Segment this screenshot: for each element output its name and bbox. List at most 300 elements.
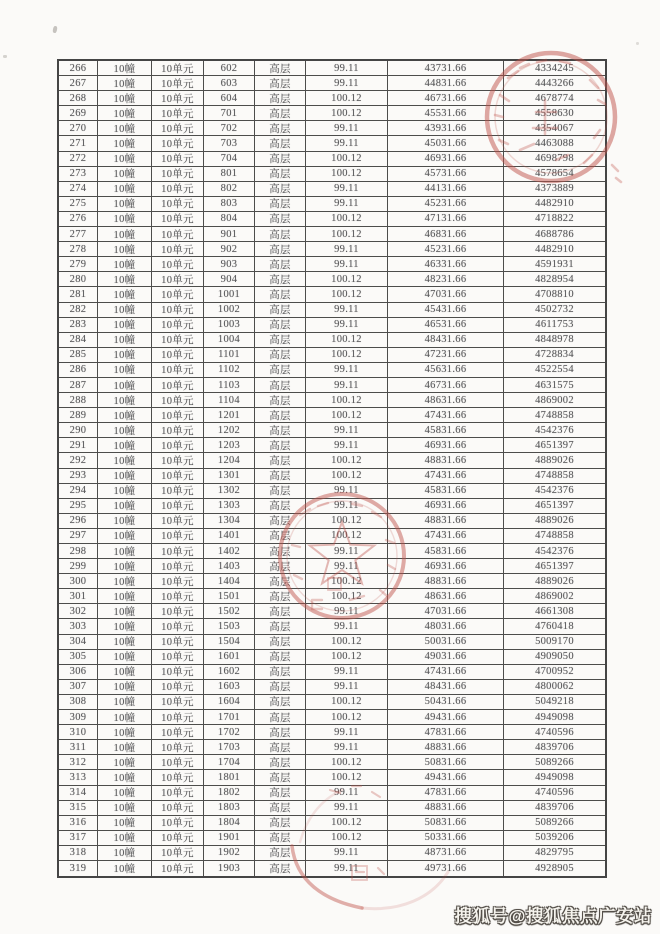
table-cell: 100.12 [306,574,388,589]
table-cell: 4678774 [504,91,605,106]
table-cell: 1401 [204,529,255,544]
table-cell: 高层 [255,695,306,710]
table-cell: 高层 [255,257,306,272]
table-cell: 10幢 [98,197,152,212]
table-cell: 48631.66 [388,393,504,408]
table-cell: 4334245 [504,61,605,76]
table-cell: 285 [59,348,98,363]
table-cell: 100.12 [306,831,388,846]
table-cell: 1602 [204,665,255,680]
table-cell: 高层 [255,287,306,302]
table-cell: 99.11 [306,378,388,393]
table-cell: 10单元 [152,242,204,257]
table-cell: 273 [59,167,98,182]
table-cell: 100.12 [306,514,388,529]
table-cell: 1504 [204,635,255,650]
table-cell: 10单元 [152,544,204,559]
table-cell: 99.11 [306,619,388,634]
table-cell: 100.12 [306,333,388,348]
table-cell: 10单元 [152,61,204,76]
table-cell: 802 [204,182,255,197]
table-cell: 10幢 [98,831,152,846]
table-cell: 10单元 [152,197,204,212]
table-cell: 10单元 [152,589,204,604]
table-cell: 278 [59,242,98,257]
table-cell: 5089266 [504,755,605,770]
table-cell: 294 [59,484,98,499]
table-cell: 1902 [204,846,255,861]
table-cell: 46931.66 [388,499,504,514]
table-cell: 4651397 [504,559,605,574]
table-cell: 10幢 [98,710,152,725]
table-cell: 270 [59,121,98,136]
table-cell: 10单元 [152,272,204,287]
table-cell: 267 [59,76,98,91]
table-cell: 50831.66 [388,816,504,831]
table-cell: 100.12 [306,227,388,242]
table-cell: 高层 [255,91,306,106]
table-cell: 1503 [204,619,255,634]
table-cell: 10单元 [152,604,204,619]
table-cell: 266 [59,61,98,76]
table-cell: 10幢 [98,408,152,423]
table-cell: 4443266 [504,76,605,91]
table-cell: 4700952 [504,665,605,680]
table-cell: 10单元 [152,846,204,861]
table-cell: 316 [59,816,98,831]
table-cell: 299 [59,559,98,574]
table-cell: 高层 [255,152,306,167]
table-cell: 48831.66 [388,514,504,529]
table-cell: 46931.66 [388,438,504,453]
table-cell: 4889026 [504,453,605,468]
table-cell: 10单元 [152,801,204,816]
table-cell: 高层 [255,136,306,151]
table-cell: 47231.66 [388,348,504,363]
table-cell: 604 [204,91,255,106]
table-cell: 49431.66 [388,770,504,785]
table-cell: 10幢 [98,106,152,121]
table-cell: 10幢 [98,348,152,363]
table-cell: 10幢 [98,378,152,393]
table-cell: 10幢 [98,650,152,665]
table-cell: 281 [59,287,98,302]
table-cell: 46531.66 [388,318,504,333]
table-cell: 高层 [255,801,306,816]
scan-speck [636,42,639,45]
table-cell: 293 [59,469,98,484]
table-cell: 99.11 [306,318,388,333]
table-cell: 4558630 [504,106,605,121]
table-cell: 高层 [255,272,306,287]
table-cell: 10单元 [152,574,204,589]
table-cell: 46831.66 [388,227,504,242]
table-cell: 10单元 [152,348,204,363]
table-cell: 1304 [204,514,255,529]
table-cell: 45831.66 [388,544,504,559]
table-cell: 10幢 [98,167,152,182]
table-cell: 10幢 [98,861,152,876]
table-cell: 48731.66 [388,846,504,861]
table-cell: 100.12 [306,152,388,167]
table-cell: 48831.66 [388,574,504,589]
table-cell: 1701 [204,710,255,725]
table-cell: 10幢 [98,363,152,378]
table-cell: 10幢 [98,287,152,302]
table-cell: 48431.66 [388,333,504,348]
table-cell: 10幢 [98,589,152,604]
table-cell: 47431.66 [388,408,504,423]
table-cell: 高层 [255,182,306,197]
table-cell: 289 [59,408,98,423]
table-cell: 5049218 [504,695,605,710]
table-cell: 99.11 [306,665,388,680]
table-cell: 10单元 [152,816,204,831]
table-cell: 10单元 [152,529,204,544]
table-cell: 高层 [255,378,306,393]
table-cell: 高层 [255,363,306,378]
table-cell: 10单元 [152,619,204,634]
table-cell: 10幢 [98,438,152,453]
table-cell: 10单元 [152,76,204,91]
table-cell: 48631.66 [388,589,504,604]
table-cell: 45731.66 [388,167,504,182]
table-cell: 45031.66 [388,136,504,151]
table-cell: 43931.66 [388,121,504,136]
table-cell: 10幢 [98,801,152,816]
table-cell: 10幢 [98,212,152,227]
table-cell: 1803 [204,801,255,816]
table-cell: 1301 [204,469,255,484]
table-cell: 48031.66 [388,619,504,634]
table-cell: 4542376 [504,423,605,438]
table-cell: 高层 [255,393,306,408]
table-cell: 46731.66 [388,378,504,393]
table-cell: 10单元 [152,378,204,393]
table-cell: 10幢 [98,227,152,242]
table-cell: 10单元 [152,287,204,302]
table-cell: 318 [59,846,98,861]
table-cell: 10幢 [98,393,152,408]
table-cell: 1801 [204,770,255,785]
table-cell: 10单元 [152,393,204,408]
table-cell: 10单元 [152,318,204,333]
table-cell: 1402 [204,544,255,559]
table-cell: 10单元 [152,514,204,529]
table-cell: 47431.66 [388,665,504,680]
table-cell: 313 [59,770,98,785]
table-cell: 10幢 [98,635,152,650]
table-cell: 801 [204,167,255,182]
table-cell: 99.11 [306,484,388,499]
table-cell: 4698798 [504,152,605,167]
table-cell: 45531.66 [388,106,504,121]
table-cell: 4869002 [504,589,605,604]
table-cell: 4909050 [504,650,605,665]
table-cell: 高层 [255,861,306,876]
table-cell: 45231.66 [388,242,504,257]
table-cell: 100.12 [306,408,388,423]
table-cell: 4839706 [504,801,605,816]
table-cell: 4829795 [504,846,605,861]
table-cell: 47431.66 [388,529,504,544]
table-cell: 高层 [255,770,306,785]
table-cell: 99.11 [306,61,388,76]
table-cell: 901 [204,227,255,242]
table-cell: 317 [59,831,98,846]
table-cell: 高层 [255,61,306,76]
table-cell: 10单元 [152,740,204,755]
table-cell: 4869002 [504,393,605,408]
table-cell: 4708810 [504,287,605,302]
table-cell: 319 [59,861,98,876]
table-cell: 10幢 [98,786,152,801]
table-cell: 1002 [204,303,255,318]
table-cell: 10幢 [98,740,152,755]
table-cell: 307 [59,680,98,695]
table-cell: 10单元 [152,408,204,423]
table-cell: 4651397 [504,499,605,514]
table-cell: 903 [204,257,255,272]
table-cell: 10幢 [98,272,152,287]
table-cell: 10幢 [98,559,152,574]
table-cell: 4748858 [504,469,605,484]
scan-speck [52,26,57,34]
table-cell: 50831.66 [388,755,504,770]
table-cell: 高层 [255,544,306,559]
scan-speck [3,55,7,58]
table-cell: 44831.66 [388,76,504,91]
table-cell: 高层 [255,76,306,91]
table-cell: 高层 [255,514,306,529]
table-cell: 100.12 [306,287,388,302]
table-cell: 10幢 [98,604,152,619]
table-cell: 高层 [255,438,306,453]
table-cell: 10单元 [152,438,204,453]
table-cell: 10幢 [98,529,152,544]
table-cell: 99.11 [306,604,388,619]
table-cell: 287 [59,378,98,393]
table-cell: 804 [204,212,255,227]
table-cell: 1003 [204,318,255,333]
table-cell: 4839706 [504,740,605,755]
table-cell: 10幢 [98,469,152,484]
table-cell: 603 [204,76,255,91]
table-cell: 10幢 [98,333,152,348]
table-cell: 99.11 [306,182,388,197]
table-cell: 4889026 [504,574,605,589]
table-cell: 99.11 [306,197,388,212]
table-cell: 4928905 [535,863,574,875]
table-cell: 1702 [204,725,255,740]
table-cell: 308 [59,695,98,710]
table-cell: 100.12 [306,212,388,227]
table-cell: 4482910 [504,197,605,212]
table-cell: 47031.66 [388,287,504,302]
table-cell: 高层 [255,786,306,801]
table-cell: 99.11 [306,257,388,272]
table-cell: 100.12 [306,529,388,544]
table-cell: 284 [59,333,98,348]
table-cell: 10幢 [98,499,152,514]
table-cell: 4354067 [504,121,605,136]
table-cell: 99.11 [306,438,388,453]
table-cell: 高层 [255,846,306,861]
table-cell: 902 [204,242,255,257]
table-cell: 高层 [255,303,306,318]
table-cell: 704 [204,152,255,167]
table-cell: 1501 [204,589,255,604]
table-cell: 314 [59,786,98,801]
table-cell: 10幢 [98,680,152,695]
table-cell: 286 [59,363,98,378]
table-cell: 44131.66 [388,182,504,197]
table-cell: 10单元 [152,363,204,378]
table-cell: 10单元 [152,635,204,650]
table-cell: 292 [59,453,98,468]
table-cell: 高层 [255,740,306,755]
table-cell: 4728834 [504,348,605,363]
table-cell: 46331.66 [388,257,504,272]
table-cell: 4740596 [504,725,605,740]
table-cell: 100.12 [306,453,388,468]
table-cell: 904 [204,272,255,287]
table-cell: 100.12 [306,393,388,408]
table-cell: 274 [59,182,98,197]
table-cell: 295 [59,499,98,514]
table-cell: 高层 [255,725,306,740]
table-cell: 10单元 [152,680,204,695]
table-cell: 1202 [204,423,255,438]
table-cell: 高层 [255,242,306,257]
table-cell: 10单元 [152,182,204,197]
table-cell: 10单元 [152,333,204,348]
table-cell: 10单元 [152,725,204,740]
table-cell: 10幢 [98,303,152,318]
table-cell: 1004 [204,333,255,348]
table-cell: 高层 [255,212,306,227]
table-cell: 99.11 [306,680,388,695]
table-cell: 272 [59,152,98,167]
table-cell: 45231.66 [388,197,504,212]
price-table-grid [59,61,605,876]
table-cell: 10单元 [152,710,204,725]
table-cell: 99.11 [306,423,388,438]
table-cell: 高层 [255,197,306,212]
table-cell: 1603 [204,680,255,695]
table-cell: 50331.66 [388,831,504,846]
table-cell: 280 [59,272,98,287]
table-cell: 315 [59,801,98,816]
table-cell: 10幢 [98,453,152,468]
table-cell: 高层 [255,816,306,831]
table-cell: 4578654 [504,167,605,182]
table-cell: 10单元 [152,861,204,876]
table-cell: 276 [59,212,98,227]
table-cell: 311 [59,740,98,755]
table-cell: 4542376 [504,544,605,559]
table-cell: 10单元 [152,559,204,574]
table-cell: 4502732 [504,303,605,318]
table-cell: 99.11 [306,725,388,740]
table-cell: 高层 [255,227,306,242]
table-cell: 1103 [204,378,255,393]
table-cell: 1601 [204,650,255,665]
table-cell: 50431.66 [388,695,504,710]
table-cell: 43731.66 [388,61,504,76]
table-cell: 48831.66 [388,453,504,468]
table-cell: 1704 [204,755,255,770]
table-cell: 10单元 [152,453,204,468]
table-cell: 10单元 [152,423,204,438]
table-cell: 高层 [255,589,306,604]
table-cell: 99.11 [306,242,388,257]
table-cell: 100.12 [306,710,388,725]
table-cell: 282 [59,303,98,318]
table-cell: 4949098 [504,710,605,725]
table-cell: 100.12 [306,348,388,363]
table-cell: 306 [59,665,98,680]
table-cell: 50031.66 [388,635,504,650]
table-cell: 10单元 [152,650,204,665]
table-cell: 高层 [255,469,306,484]
table-cell: 高层 [255,423,306,438]
table-cell: 1502 [204,604,255,619]
table-cell: 高层 [255,318,306,333]
table-cell: 1203 [204,438,255,453]
table-cell: 100.12 [306,635,388,650]
table-cell: 10单元 [152,770,204,785]
table-cell: 99.11 [306,136,388,151]
table-cell: 10幢 [98,76,152,91]
table-cell: 703 [204,136,255,151]
table-cell: 48831.66 [388,740,504,755]
table-cell: 100.12 [306,695,388,710]
table-cell: 4631575 [504,378,605,393]
table-cell: 1403 [204,559,255,574]
table-cell: 高层 [255,529,306,544]
table-cell: 46931.66 [388,152,504,167]
table-cell: 48231.66 [388,272,504,287]
table-cell: 4611753 [504,318,605,333]
table-cell: 1901 [204,831,255,846]
table-cell: 99.11 [306,363,388,378]
table-cell: 48431.66 [388,680,504,695]
watermark-text: 搜狐号@搜狐焦点广安站 [454,906,652,926]
table-cell: 99.11 [306,303,388,318]
table-cell: 309 [59,710,98,725]
table-cell: 高层 [255,635,306,650]
table-cell: 298 [59,544,98,559]
table-cell: 10单元 [152,499,204,514]
table-cell: 100.12 [306,272,388,287]
table-cell: 4748858 [504,529,605,544]
table-cell: 10幢 [98,770,152,785]
table-cell: 10幢 [98,152,152,167]
table-cell: 100.12 [306,91,388,106]
table-cell: 10幢 [98,121,152,136]
table-cell: 高层 [255,408,306,423]
table-cell: 4828954 [504,272,605,287]
table-cell: 高层 [255,831,306,846]
table-cell: 10幢 [98,242,152,257]
table-cell: 4740596 [504,786,605,801]
table-cell: 47431.66 [388,469,504,484]
table-cell: 10单元 [152,665,204,680]
table-cell: 99.11 [306,846,388,861]
table-cell: 5039206 [504,831,605,846]
table-cell: 279 [59,257,98,272]
